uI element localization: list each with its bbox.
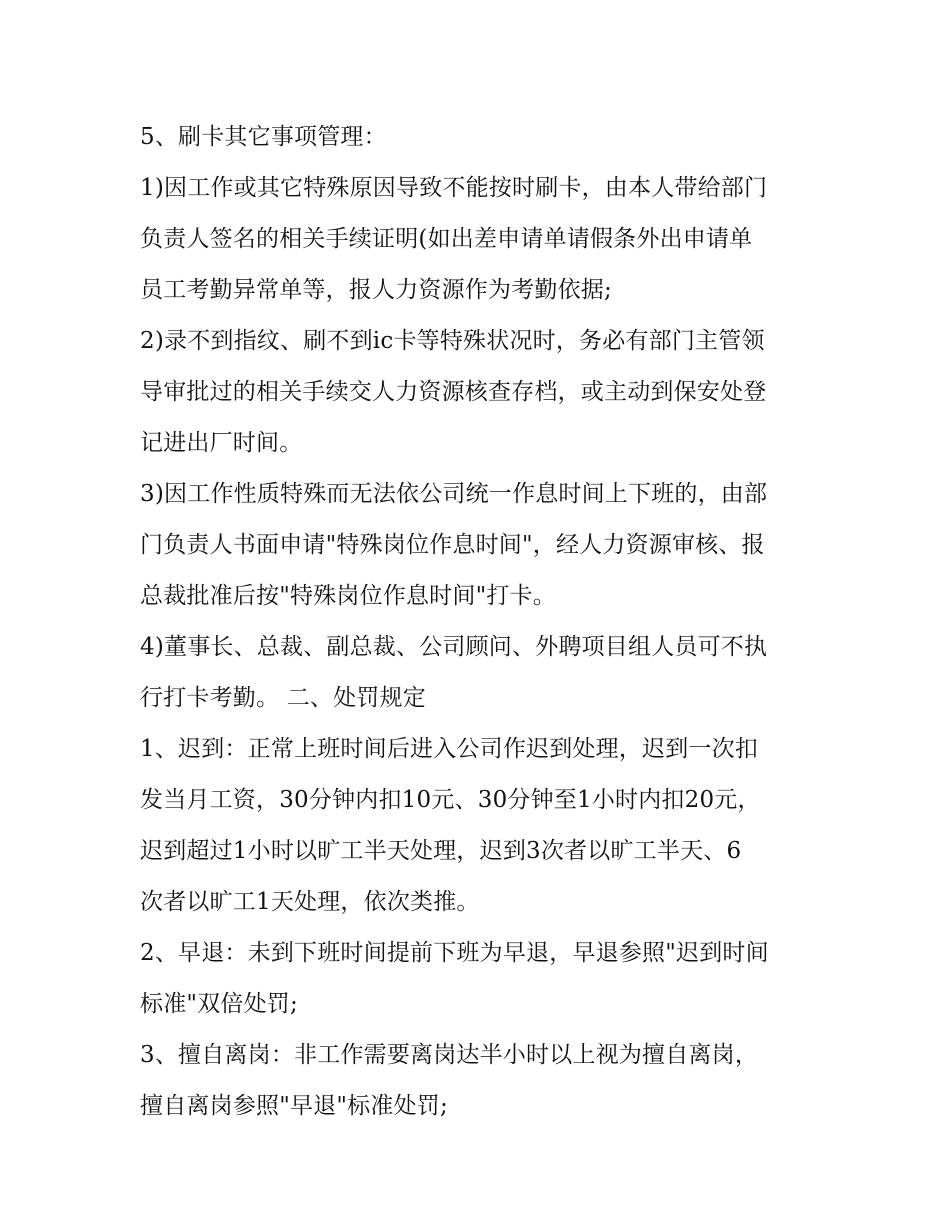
text-line: 行打卡考勤。 二、处罚规定 <box>140 685 426 711</box>
text-line: 2)录不到指纹、刷不到ic卡等特殊状况时，务必有部门主管领 <box>140 328 765 354</box>
text-line: 记进出厂时间。 <box>140 430 303 456</box>
text-line: 发当月工资，30分钟内扣10元、30分钟至1小时内扣20元， <box>140 787 761 813</box>
text-line: 总裁批准后按"特殊岗位作息时间"打卡。 <box>140 583 556 609</box>
text-line: 1)因工作或其它特殊原因导致不能按时刷卡，由本人带给部门 <box>140 175 768 201</box>
text-line: 迟到超过1小时以旷工半天处理，迟到3次者以旷工半天、6 <box>140 838 742 864</box>
text-line: 4)董事长、总裁、副总裁、公司顾问、外聘项目组人员可不执 <box>140 634 768 660</box>
text-line: 导审批过的相关手续交人力资源核查存档，或主动到保安处登 <box>140 379 767 405</box>
text-line: 5、刷卡其它事项管理： <box>140 124 387 150</box>
text-line: 2、早退：未到下班时间提前下班为早退，早退参照"迟到时间 <box>140 940 769 966</box>
text-line: 1、迟到：正常上班时间后进入公司作迟到处理，迟到一次扣 <box>140 736 759 762</box>
text-line: 3)因工作性质特殊而无法依公司统一作息时间上下班的，由部 <box>140 481 768 507</box>
text-line: 员工考勤异常单等，报人力资源作为考勤依据; <box>140 277 612 303</box>
text-line: 3、擅自离岗：非工作需要离岗达半小时以上视为擅自离岗， <box>140 1042 759 1068</box>
text-line: 标准"双倍处罚; <box>140 991 298 1017</box>
text-line: 次者以旷工1天处理，依次类推。 <box>140 889 480 915</box>
text-line: 门负责人书面申请"特殊岗位作息时间"，经人力资源审核、报 <box>140 532 765 558</box>
document-body <box>140 112 830 1132</box>
text-line: 擅自离岗参照"早退"标准处罚; <box>140 1093 448 1119</box>
text-line: 负责人签名的相关手续证明(如出差申请单请假条外出申请单 <box>140 226 753 252</box>
